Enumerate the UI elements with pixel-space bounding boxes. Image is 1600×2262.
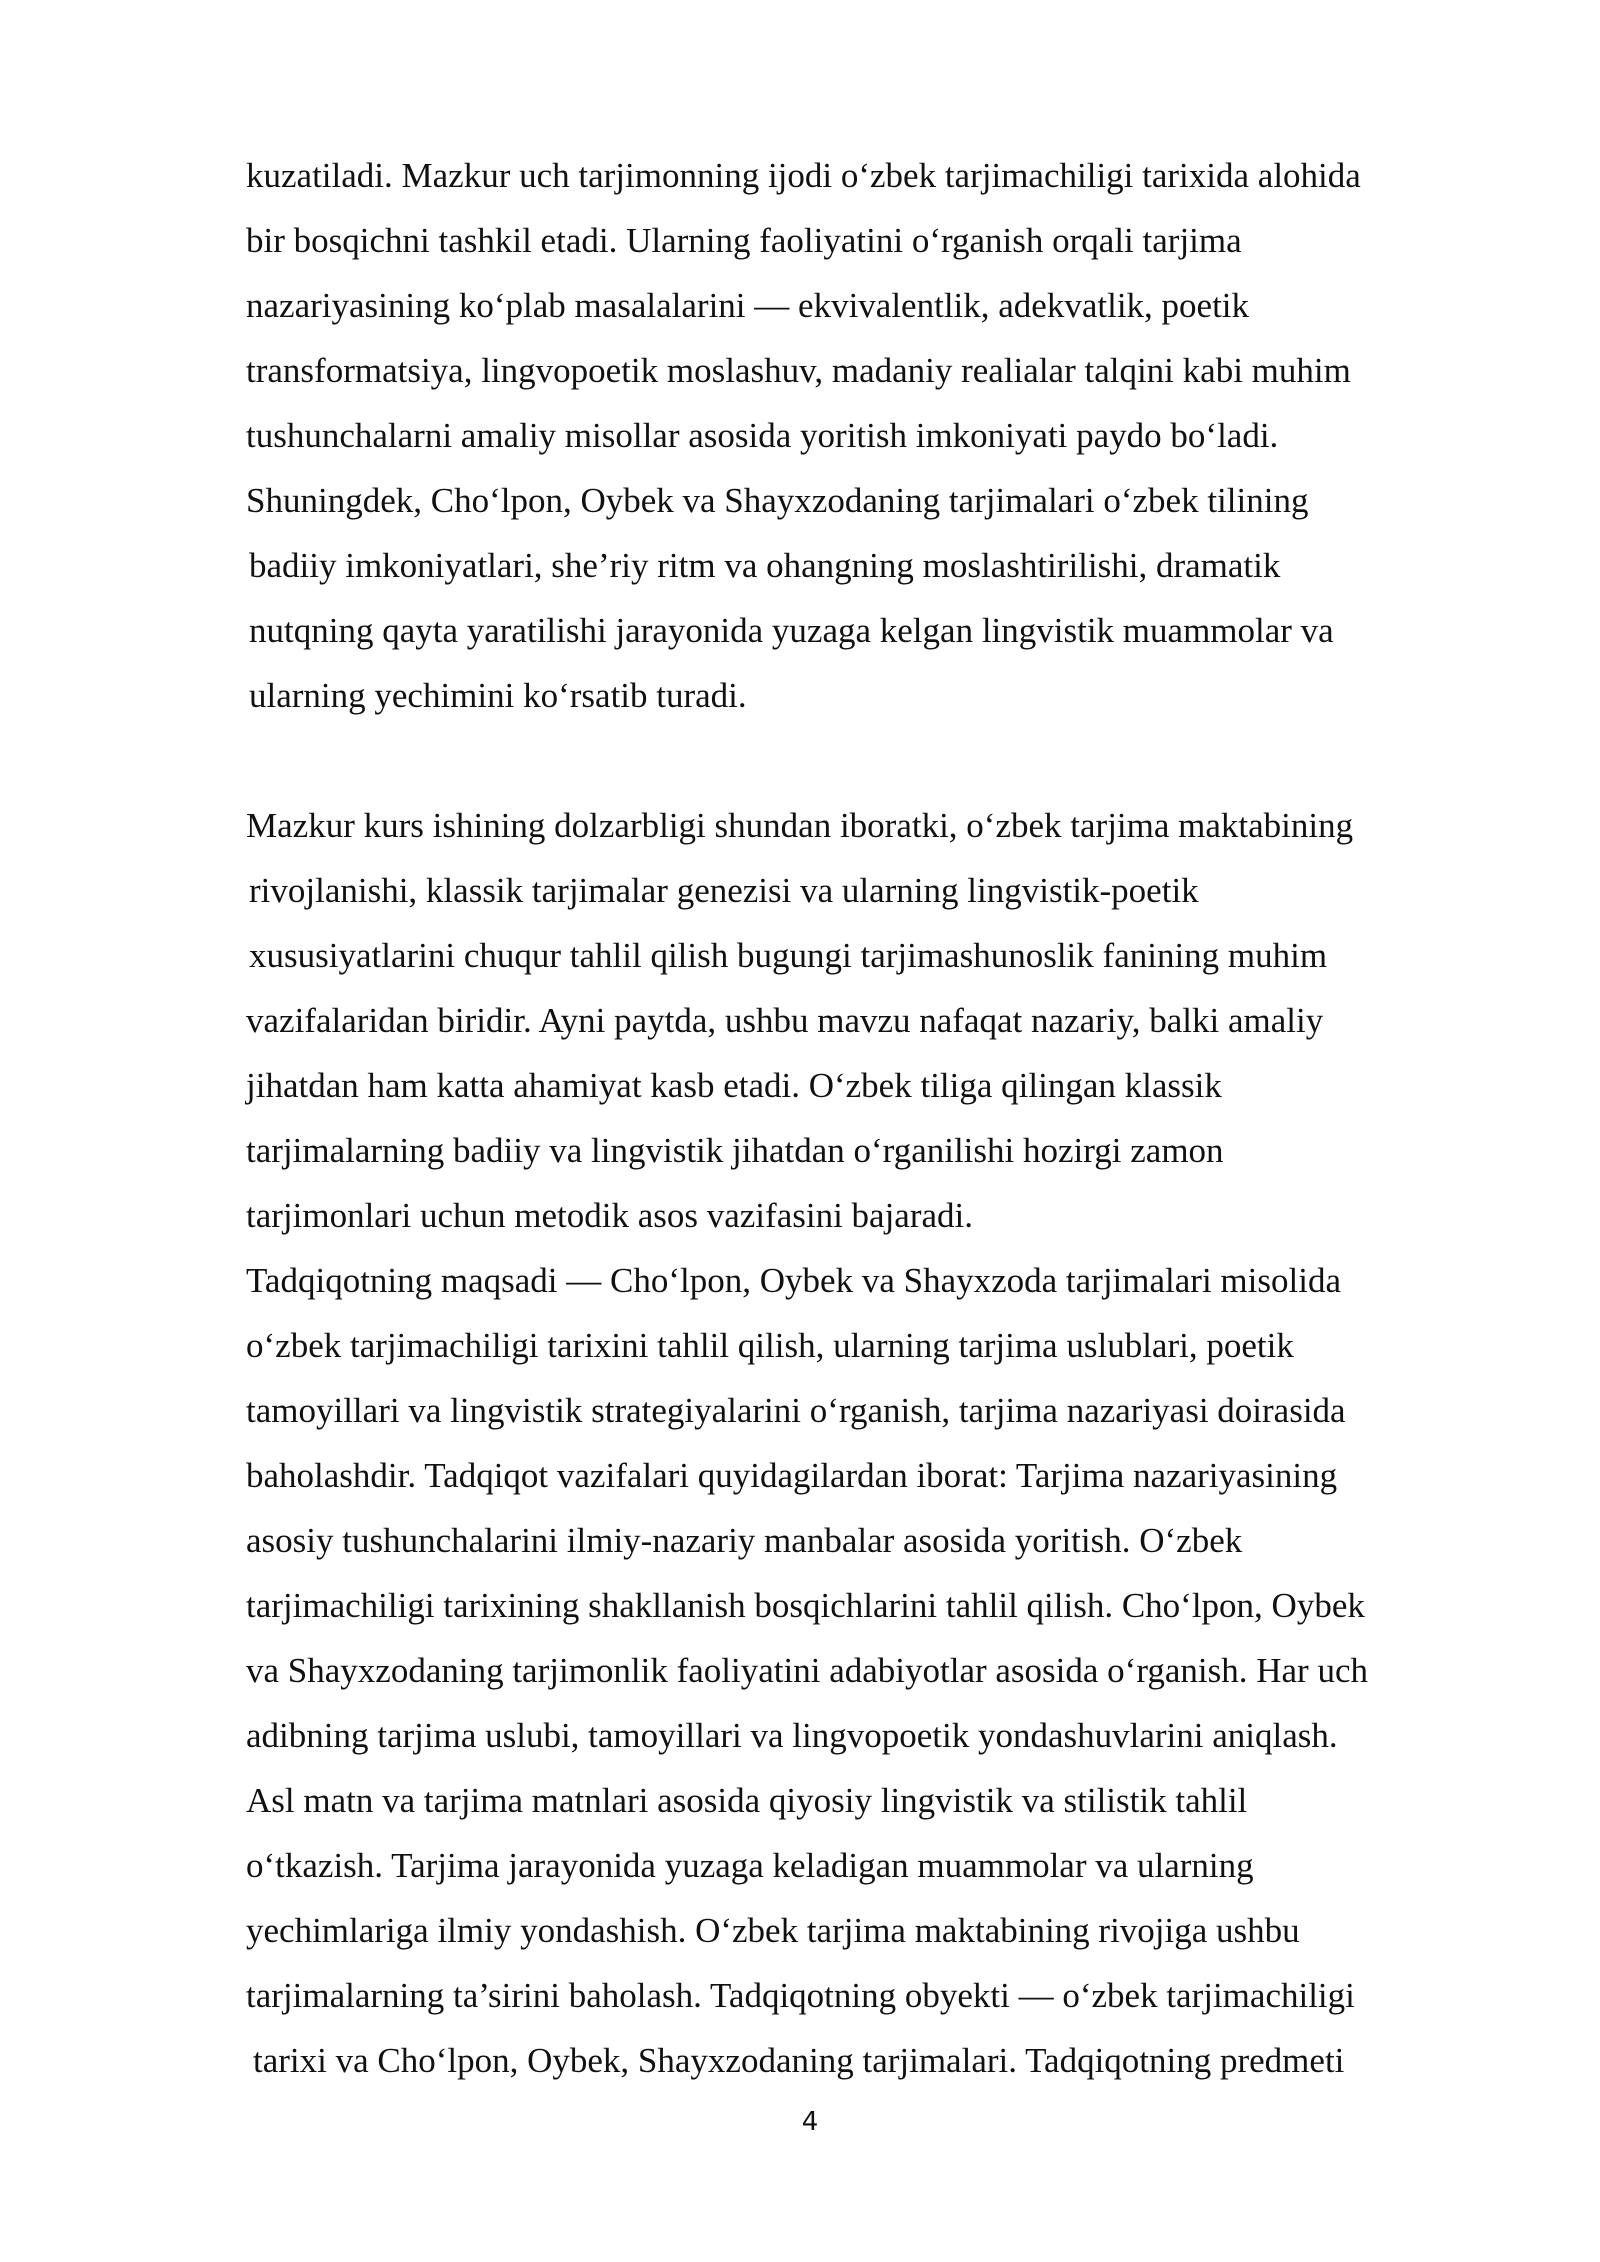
text-line: tarjimalarning badiiy va lingvistik jihatdan o‘rganilishi hozirgi zamon xyxy=(246,1131,1224,1170)
text-line: tushunchalarni amaliy misollar asosida yoritish imkoniyati paydo bo‘ladi. xyxy=(246,416,1279,455)
text-line: Asl matn va tarjima matnlari asosida qiyosiy lingvistik va stilistik tahlil xyxy=(246,1781,1248,1820)
text-line: tarjimonlari uchun metodik asos vazifasini bajaradi. xyxy=(246,1196,974,1235)
text-line: kuzatiladi. Mazkur uch tarjimonning ijodi o‘zbek tarjimachiligi tarixida alohida xyxy=(246,156,1361,195)
text-line: transformatsiya, lingvopoetik moslashuv, madaniy realialar talqini kabi muhim xyxy=(246,351,1351,390)
text-line: ularning yechimini ko‘rsatib turadi. xyxy=(249,676,747,715)
text-line: o‘zbek tarjimachiligi tarixini tahlil qilish, ularning tarjima uslublari, poetik xyxy=(246,1326,1294,1365)
text-line: badiiy imkoniyatlari, she’riy ritm va ohangning moslashtirilishi, dramatik xyxy=(249,546,1281,585)
text-line: o‘tkazish. Tarjima jarayonida yuzaga keladigan muammolar va ularning xyxy=(246,1846,1254,1885)
text-line: Tadqiqotning maqsadi — Cho‘lpon, Oybek va Shayxzoda tarjimalari misolida xyxy=(246,1261,1341,1300)
text-line: jihatdan ham katta ahamiyat kasb etadi. O‘zbek tiliga qilingan klassik xyxy=(246,1066,1222,1105)
text-line: baholashdir. Tadqiqot vazifalari quyidagilardan iborat: Tarjima nazariyasining xyxy=(246,1456,1338,1495)
text-line: yechimlariga ilmiy yondashish. O‘zbek tarjima maktabining rivojiga ushbu xyxy=(246,1911,1300,1950)
text-line: tamoyillari va lingvistik strategiyalarini o‘rganish, tarjima nazariyasi doirasida xyxy=(246,1391,1346,1430)
text-line: tarjimalarning ta’sirini baholash. Tadqiqotning obyekti — o‘zbek tarjimachiligi xyxy=(246,1976,1355,2015)
text-line: asosiy tushunchalarini ilmiy-nazariy manbalar asosida yoritish. O‘zbek xyxy=(246,1521,1243,1560)
text-line: nazariyasining ko‘plab masalalarini — ekvivalentlik, adekvatlik, poetik xyxy=(246,286,1250,325)
text-line: va Shayxzodaning tarjimonlik faoliyatini adabiyotlar asosida o‘rganish. Har uch xyxy=(246,1651,1368,1690)
text-line: rivojlanishi, klassik tarjimalar genezisi va ularning lingvistik-poetik xyxy=(249,871,1199,910)
text-line: tarjimachiligi tarixining shakllanish bosqichlarini tahlil qilish. Cho‘lpon, Oybek xyxy=(246,1586,1365,1625)
text-line: tarixi va Cho‘lpon, Oybek, Shayxzodaning tarjimalari. Tadqiqotning predmeti xyxy=(253,2041,1345,2080)
text-line: bir bosqichni tashkil etadi. Ularning faoliyatini o‘rganish orqali tarjima xyxy=(246,221,1242,260)
text-line: Shuningdek, Cho‘lpon, Oybek va Shayxzodaning tarjimalari o‘zbek tilining xyxy=(246,481,1309,520)
text-line: adibning tarjima uslubi, tamoyillari va lingvopoetik yondashuvlarini aniqlash. xyxy=(246,1716,1338,1755)
text-line: vazifalaridan biridir. Ayni paytda, ushbu mavzu nafaqat nazariy, balki amaliy xyxy=(246,1001,1324,1040)
text-line: nutqning qayta yaratilishi jarayonida yuzaga kelgan lingvistik muammolar va xyxy=(249,611,1334,650)
text-line: xususiyatlarini chuqur tahlil qilish bugungi tarjimashunoslik fanining muhim xyxy=(249,936,1328,975)
page-number: 4 xyxy=(801,2107,819,2137)
text-line: Mazkur kurs ishining dolzarbligi shundan iboratki, o‘zbek tarjima maktabining xyxy=(246,806,1354,845)
